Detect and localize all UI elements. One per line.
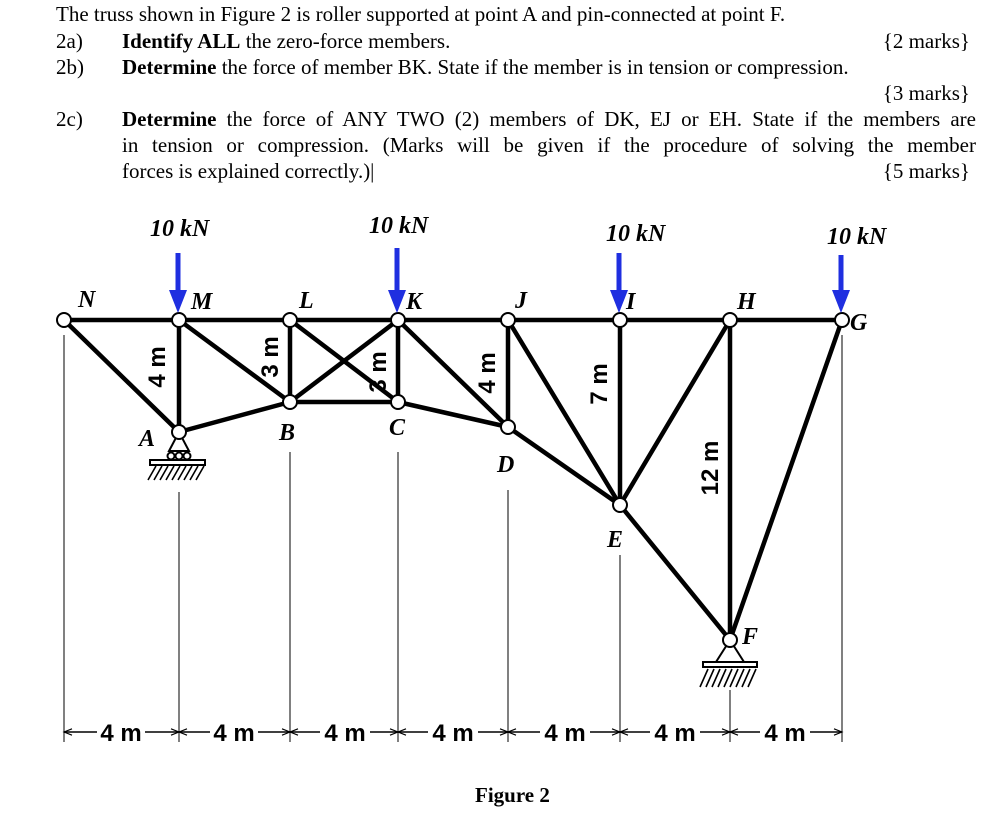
node-label-a: A	[139, 426, 156, 452]
member-cd	[398, 402, 508, 427]
height-label-hf: 12 m	[697, 440, 724, 496]
node-label-m: M	[191, 289, 213, 315]
load-label-k: 10 kN	[369, 213, 429, 239]
part-2b-body: the force of member BK. State if the member is in tension or compression.	[216, 55, 849, 79]
spacing-label-5: 4 m	[544, 720, 586, 747]
joint-l	[283, 313, 297, 327]
pin-base	[703, 662, 757, 667]
load-arrow-k	[388, 248, 406, 313]
joint-f	[723, 633, 737, 647]
member-de	[508, 427, 620, 505]
joint-a	[172, 425, 186, 439]
joint-g	[835, 313, 849, 327]
part-2a-marks: {2 marks}	[882, 29, 970, 53]
height-label-ma: 4 m	[144, 346, 171, 388]
spacing-label-1: 4 m	[100, 720, 142, 747]
spacing-label-7: 4 m	[764, 720, 806, 747]
part-2c-body: the force of ANY TWO (2) members of DK, EJ or EH. State if the members are	[216, 107, 976, 131]
node-label-e: E	[607, 527, 624, 553]
load-label-i: 10 kN	[606, 221, 666, 247]
node-label-b: B	[279, 420, 296, 446]
part-2b-lead: Determine	[122, 55, 217, 79]
joint-h	[723, 313, 737, 327]
joint-m	[172, 313, 186, 327]
part-2b-number: 2b)	[56, 55, 84, 79]
load-arrow-g	[832, 255, 850, 313]
member-je	[508, 320, 620, 505]
joint-d	[501, 420, 515, 434]
roller-wheel-3	[184, 453, 191, 460]
part-2a-body: the zero-force members.	[240, 29, 451, 53]
pin-hatch	[700, 669, 756, 687]
node-label-h: H	[737, 289, 756, 315]
height-label-ie: 7 m	[586, 363, 613, 405]
load-arrow-m	[169, 253, 187, 313]
part-2c-lead: Determine	[122, 107, 217, 131]
part-2a-lead: Identify ALL	[122, 29, 241, 53]
figure-caption: Figure 2	[475, 783, 550, 807]
member-ef	[620, 505, 730, 640]
height-label-jd: 4 m	[474, 352, 501, 394]
height-label-lb: 3 m	[257, 336, 284, 378]
node-label-g: G	[850, 310, 868, 336]
roller-wheel-2	[176, 453, 183, 460]
node-label-k: K	[406, 289, 423, 315]
spacing-label-6: 4 m	[654, 720, 696, 747]
joint-i	[613, 313, 627, 327]
spacing-label-3: 4 m	[324, 720, 366, 747]
member-gf	[730, 320, 842, 640]
load-label-g: 10 kN	[827, 224, 887, 250]
roller-wheel-1	[168, 453, 175, 460]
joint-c	[391, 395, 405, 409]
roller-hatch	[148, 466, 204, 480]
node-label-l: L	[299, 288, 314, 314]
member-ab	[179, 402, 290, 432]
height-label-kc: 3 m	[365, 351, 392, 393]
part-2c-line3: forces is explained correctly.)|	[122, 159, 375, 183]
part-2c-number: 2c)	[56, 107, 83, 131]
question-intro: The truss shown in Figure 2 is roller supported at point A and pin-connected at point F.	[56, 2, 786, 26]
node-label-n: N	[78, 287, 96, 313]
joint-k	[391, 313, 405, 327]
load-label-m: 10 kN	[150, 216, 210, 242]
spacing-label-2: 4 m	[213, 720, 255, 747]
joint-n	[57, 313, 71, 327]
node-label-f: F	[742, 624, 759, 650]
part-2c-marks: {5 marks}	[882, 159, 970, 183]
part-2a-number: 2a)	[56, 29, 83, 53]
node-label-c: C	[389, 415, 406, 441]
joint-j	[501, 313, 515, 327]
spacing-label-4: 4 m	[432, 720, 474, 747]
node-label-d: D	[497, 452, 515, 478]
roller-base	[150, 460, 205, 465]
node-label-j: J	[515, 288, 527, 314]
truss-members	[64, 320, 842, 640]
joint-e	[613, 498, 627, 512]
part-2c-line2: in tension or compression. (Marks will be given if the procedure of solving the member	[122, 133, 976, 157]
joint-b	[283, 395, 297, 409]
node-label-i: I	[626, 289, 636, 315]
part-2b-marks: {3 marks}	[882, 81, 970, 105]
